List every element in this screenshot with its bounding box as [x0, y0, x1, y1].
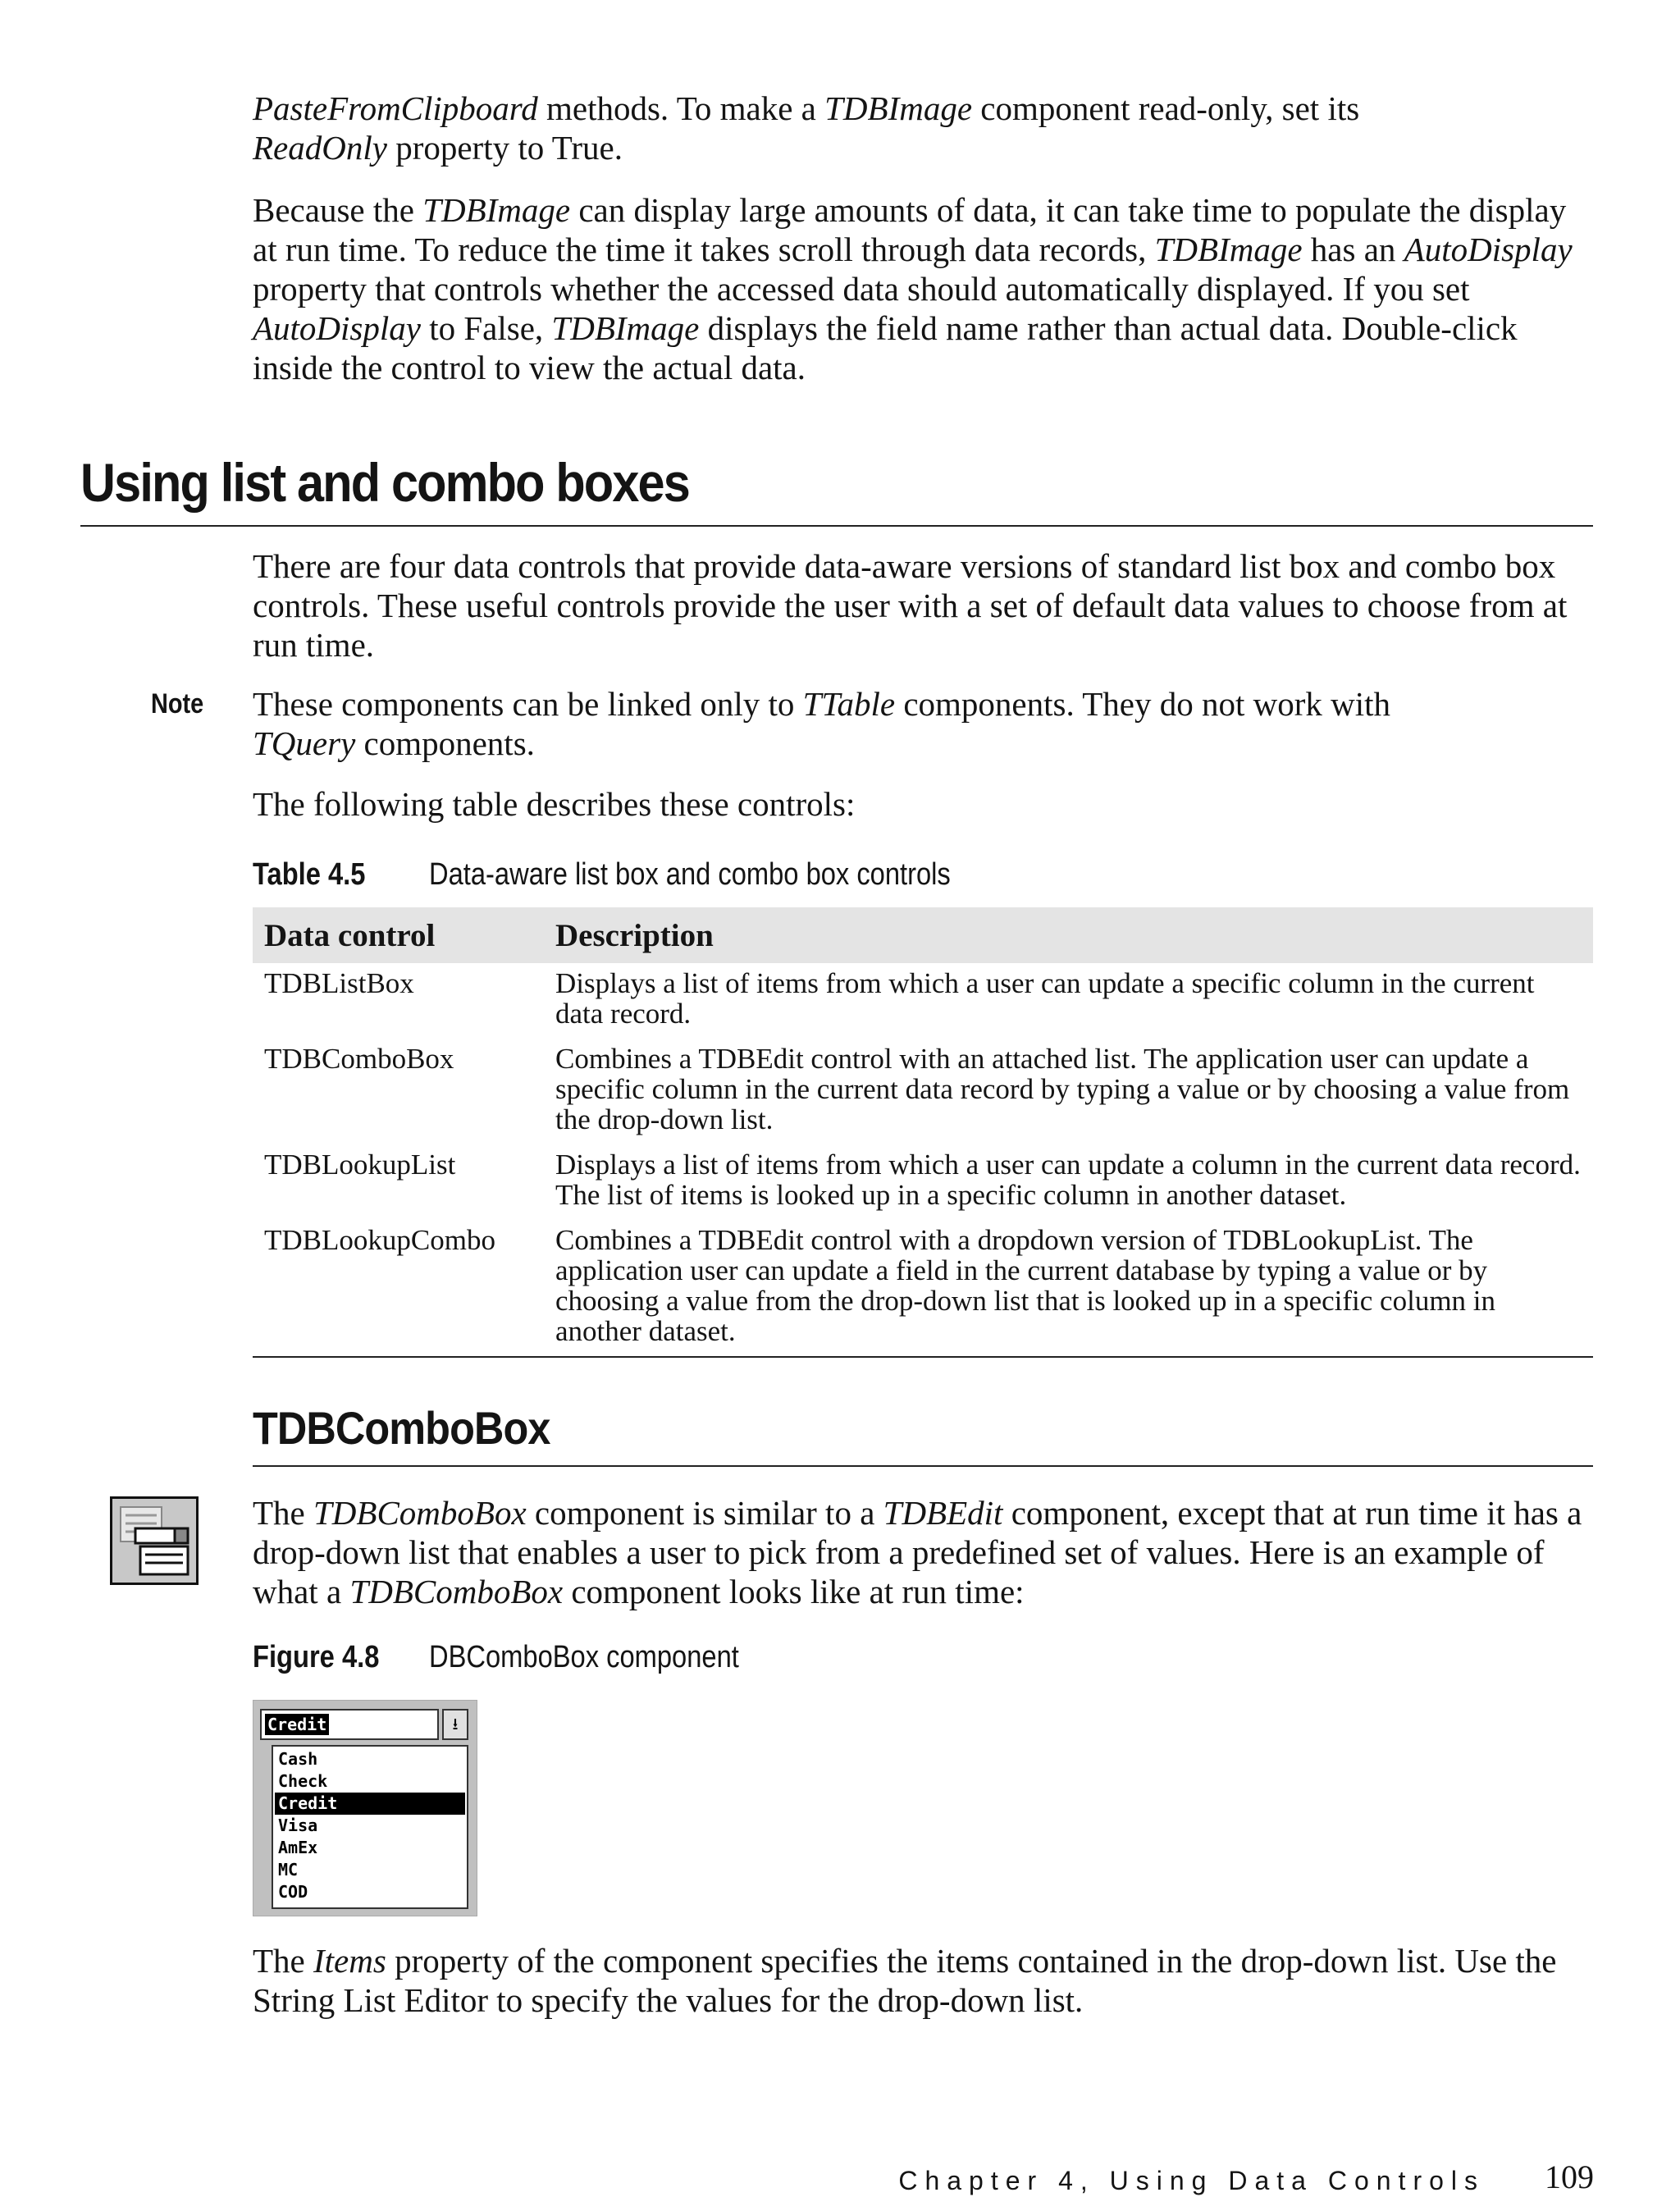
- table-row: [253, 1220, 1593, 1357]
- control-cell: TDBListBox: [264, 967, 414, 999]
- combo-value: Credit: [265, 1714, 329, 1735]
- down-arrow-icon: ⭳: [452, 1714, 459, 1733]
- control-cell: TDBComboBox: [264, 1043, 454, 1075]
- paragraph: The following table describes these controls:: [253, 785, 856, 823]
- list-item-selected[interactable]: Credit: [275, 1793, 465, 1815]
- control-cell: TDBLookupCombo: [253, 1220, 544, 1357]
- description-cell: Displays a list of items from which a user can update a column in the current data record. The list of items is looked up in a specific column in another dataset.: [555, 1149, 1581, 1211]
- note-text: These components can be linked only to TTable components. They do not work with TQuery components.: [253, 685, 1391, 762]
- subheading: TDBComboBox: [253, 1402, 550, 1454]
- subheading-rule: [253, 1465, 1593, 1467]
- table-caption: Table 4.5 Data-aware list box and combo box controls: [253, 857, 951, 892]
- table-row: [253, 1039, 1593, 1144]
- combo-edit[interactable]: [260, 1709, 439, 1740]
- list-item[interactable]: Visa: [278, 1816, 318, 1835]
- combobox-icon: [112, 1499, 196, 1583]
- list-item[interactable]: Check: [278, 1771, 328, 1791]
- paragraph: The Items property of the component specifies the items contained in the drop-down list. Use the String List Editor to specify the values for the drop-down list.: [253, 1942, 1557, 2019]
- dropdown-arrow-button[interactable]: [442, 1709, 468, 1740]
- column-header: Description: [544, 907, 1593, 963]
- table-header-row: [253, 907, 1593, 963]
- description-cell: Combines a TDBEdit control with a dropdown version of TDBLookupList. The application user can update a field in the current database by typing a value or by choosing a value from the drop-down list that is looked up in a specific column in another dataset.: [544, 1220, 1593, 1357]
- list-item[interactable]: COD: [278, 1882, 308, 1902]
- list-item[interactable]: Cash: [278, 1749, 318, 1769]
- figure-caption: Figure 4.8 DBComboBox component: [253, 1640, 739, 1674]
- control-cell: TDBLookupList: [264, 1149, 456, 1181]
- list-item[interactable]: AmEx: [278, 1838, 318, 1857]
- table-row: [253, 963, 1593, 1039]
- list-item[interactable]: MC: [278, 1860, 299, 1880]
- column-header: Data control: [253, 907, 544, 963]
- dbcombobox-palette-icon: [110, 1496, 199, 1585]
- table-row: [253, 1144, 1593, 1220]
- note-label: Note: [151, 688, 204, 719]
- paragraph: There are four data controls that provide data-aware versions of standard list box and combo box controls. These useful controls provide the user with a set of default data values to choose from at run time.: [253, 547, 1568, 664]
- dbcombobox-figure: [253, 1700, 477, 1916]
- data-controls-table: [253, 907, 1593, 1358]
- section-heading: Using list and combo boxes: [80, 452, 690, 513]
- paragraph: The TDBComboBox component is similar to a TDBEdit component, except that at run time it has a drop-down list that enables a user to pick from a predefined set of values. Here is an example of what a TDBComboBox component looks like at run time:: [253, 1494, 1582, 1610]
- running-footer: Chapter 4, Using Data Controls: [898, 2166, 1485, 2195]
- paragraph: PasteFromClipboard methods. To make a TDBImage component read-only, set its ReadOnly property to True.: [253, 89, 1360, 167]
- page-number: 109: [1545, 2158, 1594, 2195]
- description-cell: Combines a TDBEdit control with an attached list. The application user can update a specific column in the current data record by typing a value or by choosing a value from the drop-down list.: [555, 1043, 1570, 1135]
- paragraph: Because the TDBImage can display large amounts of data, it can take time to populate the display at run time. To reduce the time it takes scroll through data records, TDBImage has an AutoDisplay property that controls whether the accessed data should automatically displayed. If you set AutoDisplay to False, TDBImage displays the field name rather than actual data. Double-click inside the control to view the actual data.: [253, 191, 1573, 386]
- heading-rule: [80, 525, 1593, 527]
- description-cell: Displays a list of items from which a user can update a specific column in the current data record.: [555, 967, 1535, 1030]
- dropdown-list[interactable]: [272, 1745, 468, 1909]
